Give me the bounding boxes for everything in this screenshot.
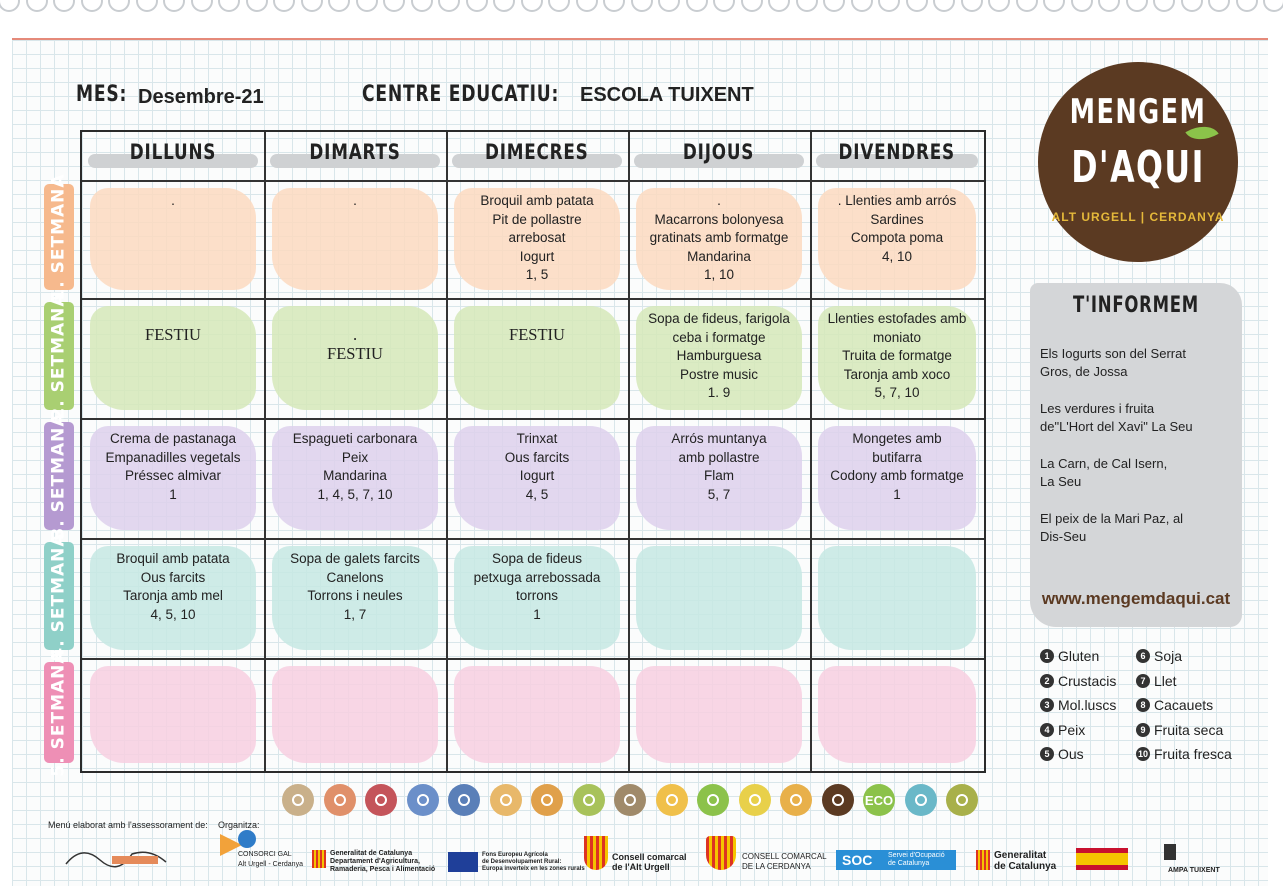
bread-icon: [780, 784, 812, 816]
ring-hole: [1126, 0, 1148, 12]
menu-dishes: . FESTIU: [327, 325, 383, 363]
menu-cell: [82, 298, 264, 418]
allergen-item: [1136, 648, 1182, 664]
ring-hole: [988, 0, 1010, 12]
menu-dishes: [810, 658, 984, 670]
grain-icon: [282, 784, 314, 816]
allergen-name: Mol.luscs: [1058, 697, 1117, 713]
allergen-name: Llet: [1154, 672, 1177, 689]
consell-alt-urgell-text: Consell comarcal de l'Alt Urgell: [612, 852, 687, 872]
menu-cell: [82, 180, 264, 298]
menu-cell: [264, 180, 446, 298]
ring-hole: [26, 0, 48, 12]
mengem-daqui-logo: [1038, 62, 1238, 262]
week-tab: [44, 292, 74, 420]
menu-dishes: FESTIU: [145, 325, 201, 344]
ring-hole: [933, 0, 955, 12]
menu-dishes: . Llenties amb arrós Sardines Compota poma 4, 10: [837, 193, 957, 264]
ring-hole: [851, 0, 873, 12]
eu-flag-icon: [448, 852, 478, 872]
menu-cell: [628, 298, 810, 418]
allergen-name: Fruita seca: [1154, 721, 1224, 738]
week-label: 2. SETMANA: [49, 292, 69, 420]
allergen-item: [1136, 746, 1232, 762]
menu-dishes: Broquil amb patata Ous farcits Taronja amb mel 4, 5, 10: [116, 551, 230, 622]
allergen-item: [1040, 673, 1116, 689]
allergen-name: Fruita fresca: [1154, 746, 1232, 762]
footer-sponsors: [0, 820, 1283, 890]
menu-dishes: Sopa de fideus, farigola ceba i formatge Hamburguesa Postre music 1. 9: [648, 311, 790, 400]
ring-hole: [768, 0, 790, 12]
allergen-name: Cacauets: [1154, 697, 1214, 713]
allergen-number: 6: [1136, 649, 1150, 663]
menu-cell: [810, 298, 984, 418]
pasta-icon: [490, 784, 522, 816]
brush-background: [818, 666, 976, 763]
ring-hole: [301, 0, 323, 12]
menu-dishes: Espagueti carbonara Peix Mandarina 1, 4, 5, 7, 10: [292, 431, 418, 502]
ring-hole: [631, 0, 653, 12]
menu-dishes: [82, 658, 264, 670]
chicken-leg-icon: [324, 784, 356, 816]
allergen-name: Crustacis: [1058, 672, 1117, 689]
ring-hole: [686, 0, 708, 12]
info-body: [1040, 345, 1236, 565]
ring-hole: [466, 0, 488, 12]
week-label: 1. SETMANA: [49, 173, 69, 301]
menu-dishes: Trinxat Ous farcits Iogurt 4, 5: [504, 431, 570, 502]
generalitat-dept-text: Generalitat de Catalunya Departament d'Agricultura, Ramaderia, Pesca i Alimentació: [330, 850, 436, 873]
ring-hole: [1263, 0, 1283, 12]
cerdanya-shield-icon: [706, 836, 736, 870]
week-tab: [44, 412, 74, 540]
menu-cell: [82, 418, 264, 538]
apple-icon: [697, 784, 729, 816]
ring-hole: [136, 0, 158, 12]
sardine-icon: [448, 784, 480, 816]
feader-text: Fons Europeu Agrícola de Desenvolupament Rural: Europa inverteix en les zones rurals: [482, 852, 585, 872]
day-label: DIMECRES: [485, 140, 589, 164]
ampa-logo-icon: [1164, 844, 1176, 860]
allergen-number: 8: [1136, 698, 1150, 712]
ring-hole: [53, 0, 75, 12]
allergen-name: Ous: [1058, 746, 1084, 762]
ring-hole: [576, 0, 598, 12]
menu-dishes: [264, 658, 446, 670]
ring-hole: [411, 0, 433, 12]
menu-cell: [810, 658, 984, 771]
menu-cell: [810, 418, 984, 538]
week-label: 3. SETMANA: [49, 412, 69, 540]
allergen-number: 2: [1040, 674, 1054, 688]
ring-hole: [1071, 0, 1093, 12]
menu-dishes: [628, 538, 810, 550]
info-panel: [1030, 283, 1242, 627]
menu-dishes: [628, 658, 810, 670]
ampa-text: AMPA TUIXENT: [1168, 867, 1220, 874]
organitza-label: Organitza:: [218, 820, 260, 830]
menu-dishes: FESTIU: [509, 325, 565, 344]
menu-dishes: Broquil amb patata Pit de pollastre arrebosat Iogurt 1, 5: [480, 193, 594, 282]
ring-hole: [823, 0, 845, 12]
day-label: DIVENDRES: [838, 140, 956, 164]
day-label: DIMARTS: [309, 140, 401, 164]
menu-dishes: Sopa de galets farcits Canelons Torrons i neules 1, 7: [290, 551, 420, 622]
menu-cell: [264, 538, 446, 658]
allergen-item: [1136, 697, 1213, 713]
menu-cell: [82, 538, 264, 658]
generalitat-flag-icon: [976, 850, 990, 870]
menu-dishes: .: [171, 193, 175, 208]
ring-hole: [383, 0, 405, 12]
soc-text: Servei d'Ocupació de Catalunya: [888, 852, 945, 867]
brush-background: [454, 666, 620, 763]
ring-hole: [1153, 0, 1175, 12]
ring-hole: [438, 0, 460, 12]
ring-hole: [1181, 0, 1203, 12]
ring-hole: [246, 0, 268, 12]
ring-hole: [796, 0, 818, 12]
menu-dishes: Sopa de fideus petxuga arrebossada torrons 1: [473, 551, 601, 622]
info-paragraph: La Carn, de Cal Isern, La Seu: [1040, 456, 1168, 489]
allergen-number: 5: [1040, 747, 1054, 761]
legume-icon: [614, 784, 646, 816]
month-value: Desembre-21: [138, 86, 264, 108]
menu-cell: [446, 298, 628, 418]
ring-hole: [1208, 0, 1230, 12]
day-header-dimecres: [446, 140, 628, 174]
info-paragraph: Els Iogurts son del Serrat Gros, de Jossa: [1040, 346, 1186, 379]
day-header-dilluns: [82, 140, 264, 174]
spain-gov-logo: [1076, 848, 1128, 870]
generalitat-text: Generalitat de Catalunya: [994, 850, 1057, 872]
ring-hole: [658, 0, 680, 12]
allergen-name: Soja: [1154, 648, 1183, 664]
soc-label: SOC: [842, 852, 873, 868]
ring-hole: [906, 0, 928, 12]
allergen-item: [1040, 746, 1084, 762]
ring-hole: [1098, 0, 1120, 12]
cheese-icon: [656, 784, 688, 816]
brush-background: [636, 546, 802, 650]
allergen-name: Gluten: [1058, 648, 1100, 664]
allergen-name: Peix: [1058, 721, 1086, 738]
allergen-number: 7: [1136, 674, 1150, 688]
ring-hole: [603, 0, 625, 12]
menu-cell: [446, 658, 628, 771]
ring-hole: [493, 0, 515, 12]
fish-icon: [407, 784, 439, 816]
menu-dishes: Llenties estofades amb moniato Truita de formatge Taronja amb xoco 5, 7, 10: [827, 311, 967, 400]
generalitat-flag-icon: [312, 850, 326, 868]
info-title: T'INFORMEM: [1073, 293, 1199, 318]
ring-hole: [218, 0, 240, 12]
brush-background: [818, 546, 976, 650]
vegetable-icon: [573, 784, 605, 816]
menu-cell: [264, 298, 446, 418]
allergen-item: [1136, 722, 1223, 738]
allergen-item: [1136, 673, 1177, 689]
menu-cell: [446, 538, 628, 658]
menu-cell: [810, 180, 984, 298]
allergen-number: 4: [1040, 723, 1054, 737]
school-value: ESCOLA TUIXENT: [580, 84, 754, 106]
menu-cell: [628, 418, 810, 538]
logo-line1: MENGEM: [1069, 92, 1207, 132]
ring-hole: [741, 0, 763, 12]
wheat-icon: [531, 784, 563, 816]
ring-hole: [0, 0, 20, 12]
ring-hole: [521, 0, 543, 12]
consorci-dot-icon: [238, 830, 256, 848]
day-label: DIJOUS: [683, 140, 755, 164]
week-tab: [44, 648, 74, 777]
week-label: 4. SETMANA: [49, 532, 69, 660]
ring-hole: [273, 0, 295, 12]
week-tab: [44, 173, 74, 301]
menu-dishes: . Macarrons bolonyesa gratinats amb formatge Mandarina 1, 10: [649, 193, 789, 282]
ring-hole: [356, 0, 378, 12]
ring-hole: [108, 0, 130, 12]
day-header-dijous: [628, 140, 810, 174]
leaf-icon: [822, 784, 854, 816]
ring-hole: [878, 0, 900, 12]
menu-cell: [264, 658, 446, 771]
allergen-item: [1040, 648, 1099, 664]
soc-logo: [836, 850, 956, 870]
info-paragraph: Les verdures i fruita de"L'Hort del Xavi" La Seu: [1040, 401, 1193, 434]
ring-hole: [548, 0, 570, 12]
info-paragraph: El peix de la Mari Paz, al Dis-Seu: [1040, 511, 1184, 544]
menu-dishes: Mongetes amb butifarra Codony amb formatge 1: [830, 431, 964, 502]
menu-cell: [82, 658, 264, 771]
allergen-number: 9: [1136, 723, 1150, 737]
ring-hole: [1016, 0, 1038, 12]
day-label: DILLUNS: [129, 140, 217, 164]
allergen-number: 3: [1040, 698, 1054, 712]
brush-background: [272, 666, 438, 763]
menu-cell: [446, 180, 628, 298]
allergen-item: [1040, 722, 1085, 738]
ring-hole: [1236, 0, 1258, 12]
logo-line2: D'AQUI: [1071, 142, 1205, 193]
consell-cerdanya-text: CONSELL COMARCAL DE LA CERDANYA: [742, 852, 827, 871]
oil-icon: [946, 784, 978, 816]
menu-cell: [628, 180, 810, 298]
ring-hole: [81, 0, 103, 12]
logo-line3: ALT URGELL | CERDANYA: [1051, 210, 1225, 224]
day-header-dimarts: [264, 140, 446, 174]
menu-dishes: Arrós muntanya amb pollastre Flam 5, 7: [671, 431, 767, 502]
ring-hole: [1043, 0, 1065, 12]
menu-dishes: [446, 658, 628, 670]
alt-urgell-shield-icon: [584, 836, 608, 870]
day-header-divendres: [810, 140, 984, 174]
menu-dishes: Crema de pastanaga Empanadilles vegetals Préssec almivar 1: [105, 431, 241, 502]
allergen-number: 1: [1040, 649, 1054, 663]
menu-cell: [628, 538, 810, 658]
week-tab: [44, 532, 74, 660]
ring-hole: [191, 0, 213, 12]
brush-background: [636, 666, 802, 763]
notebook-rings: [0, 0, 1283, 22]
week-label: 5. SETMANA: [49, 648, 69, 777]
menu-grid: [80, 130, 986, 773]
eco-icon: ECO: [863, 784, 895, 816]
menu-cell: [810, 538, 984, 658]
ring-hole: [713, 0, 735, 12]
jug-icon: [905, 784, 937, 816]
ring-hole: [328, 0, 350, 12]
month-label: MES:: [76, 82, 128, 107]
menu-dishes: [810, 538, 984, 550]
menu-dishes: .: [353, 193, 357, 208]
website-link[interactable]: www.mengemdaqui.cat: [1041, 589, 1231, 608]
allergen-item: [1040, 697, 1116, 713]
allergen-number: 10: [1137, 749, 1148, 759]
brush-background: [90, 666, 256, 763]
menu-cell: [264, 418, 446, 538]
ring-hole: [961, 0, 983, 12]
ring-hole: [163, 0, 185, 12]
advice-text: Menú elaborat amb l'assessorament de:: [48, 820, 208, 830]
signature-logo: [62, 834, 172, 874]
dairy-icon: [739, 784, 771, 816]
consorci-text: CONSORCI GAL Alt Urgell - Cerdanya: [238, 851, 303, 868]
menu-cell: [628, 658, 810, 771]
meat-icon: [365, 784, 397, 816]
menu-cell: [446, 418, 628, 538]
school-label: CENTRE EDUCATIU:: [362, 82, 560, 107]
